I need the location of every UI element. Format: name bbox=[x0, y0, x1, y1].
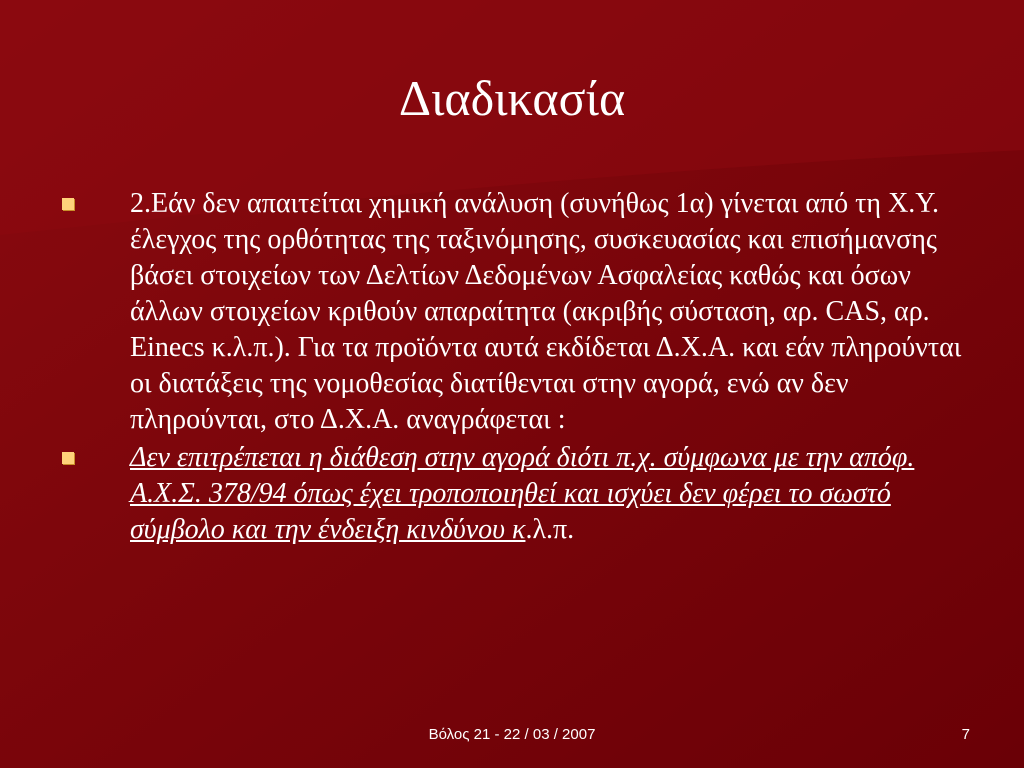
slide-title: Διαδικασία bbox=[398, 70, 626, 126]
bullet-item bbox=[62, 440, 972, 548]
bullet-text-emphasis bbox=[130, 440, 972, 548]
italic-underlined-text: Δεν επιτρέπεται η διάθεση στην αγορά διότι π.χ. σύμφωνα με την απόφ. Α.Χ.Σ. 378/94 όπως έχει τροποποιηθεί και ισχύει δεν φέρει το σωστό σύμβολο και την ένδειξη κινδύνου κ bbox=[130, 442, 915, 545]
bullet-text: 2.Εάν δεν απαιτείται χημική ανάλυση (συνήθως 1α) γίνεται από τη Χ.Υ. έλεγχος της ορθότητας της ταξινόμησης, συσκευασίας και επισήμανσης βάσει στοιχείων των Δελτίων Δεδομένων Ασφαλείας καθώς και όσων άλλων στοιχείων κριθούν απαραίτητα (ακριβής σύσταση, αρ. CAS, αρ. Einecs κ.λ.π.). Για τα προϊόντα αυτά εκδίδεται Δ.Χ.Α. και εάν πληρούνται οι διατάξεις της νομοθεσίας διατίθενται στην αγορά, ενώ αν δεν πληρούνται, στο Δ.Χ.Α. αναγράφεται : bbox=[130, 188, 962, 435]
square-bullet-icon bbox=[62, 452, 74, 464]
bullet-list bbox=[62, 186, 972, 550]
bullet-item bbox=[62, 186, 972, 438]
footer-date: Βόλος 21 - 22 / 03 / 2007 bbox=[428, 726, 596, 743]
bullet-tail-text: .λ.π. bbox=[525, 514, 575, 545]
slide-number: 7 bbox=[961, 726, 970, 743]
square-bullet-icon bbox=[62, 198, 74, 210]
